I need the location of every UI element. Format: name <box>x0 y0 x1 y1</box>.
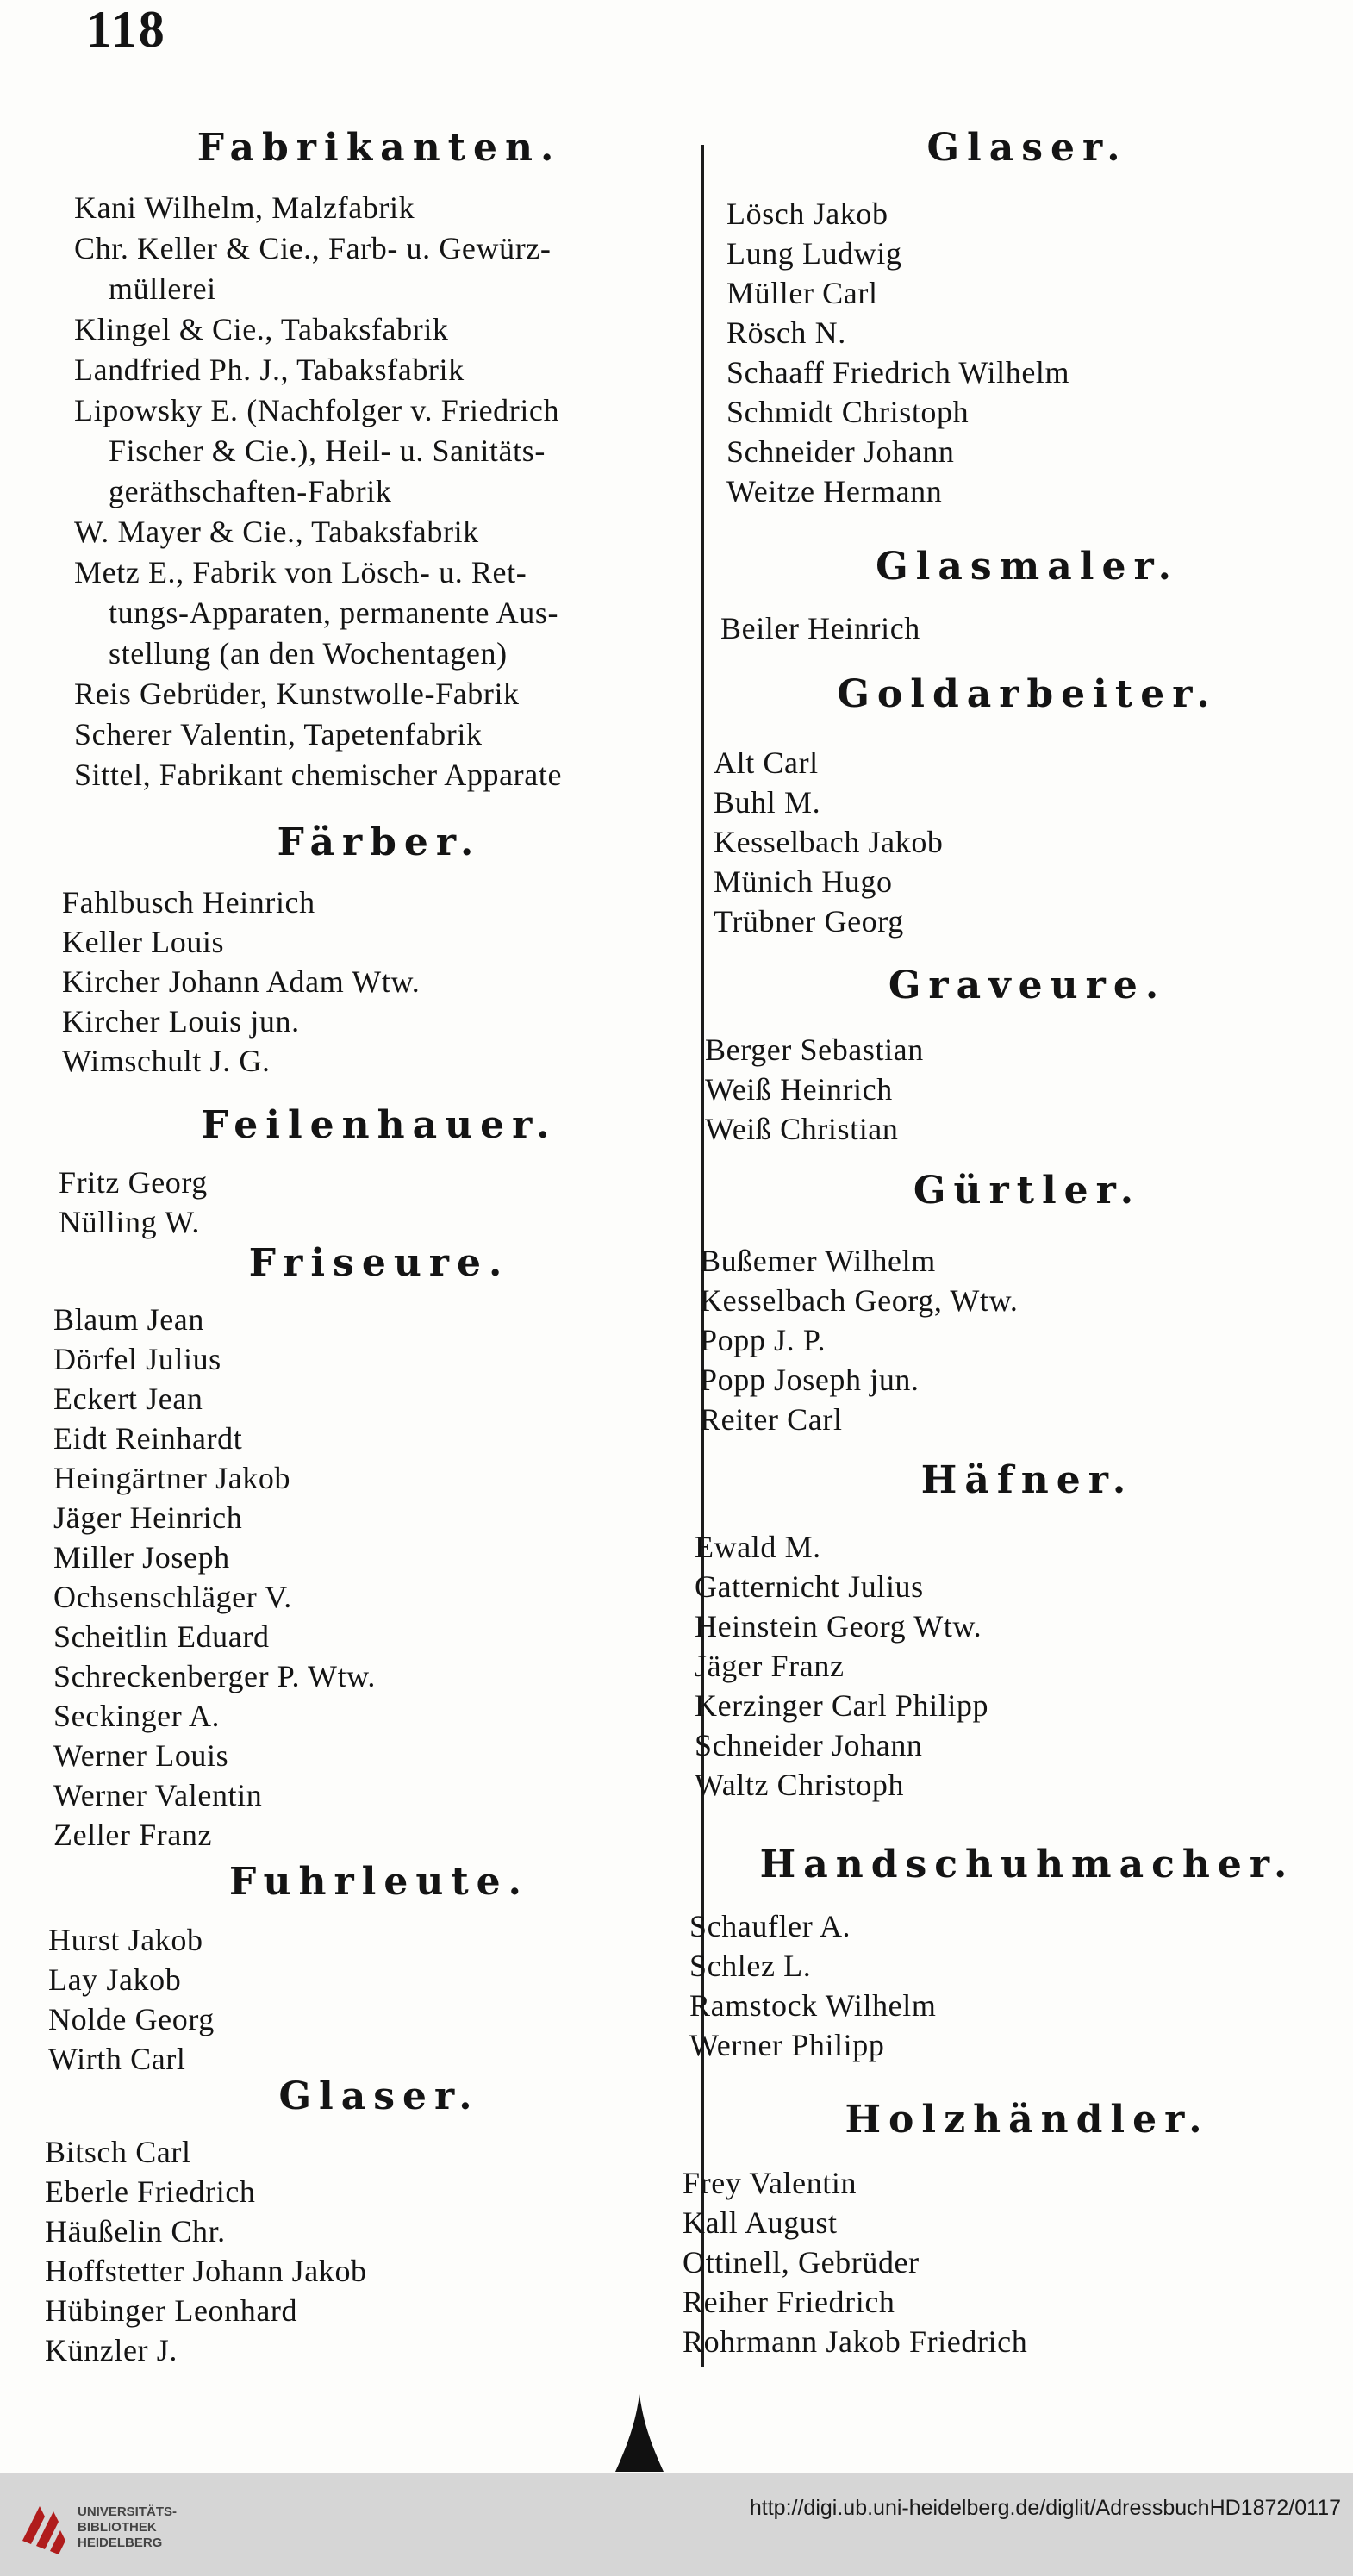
directory-entry: Metz E., Fabrik von Lösch- u. Ret- <box>74 555 527 589</box>
directory-entry: Weiß Heinrich <box>705 1072 893 1107</box>
directory-entry: Beiler Heinrich <box>720 611 920 646</box>
directory-entry: Zeller Franz <box>53 1818 213 1852</box>
directory-entry: Münich Hugo <box>714 864 893 899</box>
directory-entry: Künzler J. <box>45 2333 178 2367</box>
directory-entry: Ewald M. <box>695 1530 821 1564</box>
directory-entry: Schreckenberger P. Wtw. <box>53 1659 377 1693</box>
directory-entry: Klingel & Cie., Tabaksfabrik <box>74 312 449 346</box>
directory-entry: Keller Louis <box>62 925 225 959</box>
directory-entry: Lay Jakob <box>48 1962 182 1997</box>
directory-entry: W. Mayer & Cie., Tabaksfabrik <box>74 515 479 549</box>
directory-entry: Schaaff Friedrich Wilhelm <box>726 355 1070 390</box>
directory-entry: Schaufler A. <box>689 1909 851 1943</box>
directory-entry: Gatternicht Julius <box>695 1569 924 1604</box>
section-heading-goldarbeiter: Goldarbeiter. <box>837 672 1218 716</box>
directory-entry: Heingärtner Jakob <box>53 1461 291 1495</box>
directory-entry: Kircher Johann Adam Wtw. <box>62 964 421 999</box>
directory-entry: Eidt Reinhardt <box>53 1421 243 1456</box>
directory-entry: müllerei <box>109 271 216 306</box>
library-name-line: UNIVERSITÄTS- <box>78 2504 178 2519</box>
library-name-line: BIBLIOTHEK <box>78 2520 157 2535</box>
section-heading-fabrikanten: Fabrikanten. <box>196 126 562 170</box>
directory-entry: Schneider Johann <box>695 1728 923 1762</box>
directory-entry: Nolde Georg <box>48 2002 215 2036</box>
library-logo-icon <box>17 2491 69 2560</box>
directory-entry: Popp J. P. <box>700 1323 826 1357</box>
directory-entry: Rohrmann Jakob Friedrich <box>683 2324 1028 2359</box>
directory-entry: Reiher Friedrich <box>683 2285 895 2319</box>
printer-ornament-icon <box>614 2394 665 2472</box>
directory-entry: Kesselbach Georg, Wtw. <box>700 1283 1019 1318</box>
section-heading-friseure: Friseure. <box>248 1241 510 1285</box>
section-heading-g-rtler: Gürtler. <box>913 1169 1142 1213</box>
library-name-line: HEIDELBERG <box>78 2535 163 2550</box>
directory-entry: Trübner Georg <box>714 904 904 939</box>
directory-entry: Buhl M. <box>714 785 821 820</box>
directory-entry: Eberle Friedrich <box>45 2174 256 2209</box>
section-heading-handschuhmacher: Handschuhmacher. <box>759 1843 1295 1887</box>
directory-entry: Jäger Heinrich <box>53 1500 243 1535</box>
directory-entry: Weiß Christian <box>705 1112 899 1146</box>
directory-entry: Kesselbach Jakob <box>714 825 944 859</box>
source-url-link[interactable]: http://digi.ub.uni-heidelberg.de/diglit/AdressbuchHD1872/0117 <box>749 2496 1341 2520</box>
directory-entry: Lung Ludwig <box>726 236 902 271</box>
directory-entry: Müller Carl <box>726 276 878 310</box>
directory-entry: Lösch Jakob <box>726 196 888 231</box>
section-heading-h-fner: Häfner. <box>920 1458 1134 1502</box>
directory-entry: Reiter Carl <box>700 1402 843 1437</box>
section-heading-glasmaler: Glasmaler. <box>876 545 1179 589</box>
directory-entry: Kerzinger Carl Philipp <box>695 1688 989 1723</box>
page-number: 118 <box>86 1 166 58</box>
directory-entry: Werner Louis <box>53 1738 229 1773</box>
directory-entry: Alt Carl <box>714 745 819 780</box>
directory-entry: Scheitlin Eduard <box>53 1619 270 1654</box>
directory-entry: Blaum Jean <box>53 1302 204 1337</box>
directory-entry: Frey Valentin <box>683 2166 857 2200</box>
directory-entry: Ochsenschläger V. <box>53 1580 292 1614</box>
directory-entry: Wimschult J. G. <box>62 1044 271 1078</box>
directory-entry: Hoffstetter Johann Jakob <box>45 2254 367 2288</box>
directory-entry: Chr. Keller & Cie., Farb- u. Gewürz- <box>74 231 552 265</box>
directory-entry: Hübinger Leonhard <box>45 2293 298 2328</box>
directory-entry: Heinstein Georg Wtw. <box>695 1609 982 1644</box>
directory-entry: Scherer Valentin, Tapetenfabrik <box>74 717 483 752</box>
directory-entry: geräthschaften-Fabrik <box>109 474 392 508</box>
directory-entry: Werner Valentin <box>53 1778 263 1812</box>
directory-entry: Wirth Carl <box>48 2042 186 2076</box>
directory-entry: Sittel, Fabrikant chemischer Apparate <box>74 758 563 792</box>
directory-entry: Reis Gebrüder, Kunstwolle-Fabrik <box>74 677 520 711</box>
directory-entry: Kall August <box>683 2205 838 2240</box>
directory-entry: Jäger Franz <box>695 1649 845 1683</box>
directory-entry: Schmidt Christoph <box>726 395 970 429</box>
directory-entry: Schlez L. <box>689 1949 812 1983</box>
directory-entry: Ramstock Wilhelm <box>689 1988 937 2023</box>
section-heading-f-rber: Färber. <box>277 820 482 864</box>
directory-entry: Häußelin Chr. <box>45 2214 226 2249</box>
directory-entry: tungs-Apparaten, permanente Aus- <box>109 596 559 630</box>
directory-entry: Dörfel Julius <box>53 1342 221 1376</box>
directory-entry: Kani Wilhelm, Malzfabrik <box>74 190 415 225</box>
directory-entry: Bitsch Carl <box>45 2135 191 2169</box>
directory-entry: Fahlbusch Heinrich <box>62 885 315 920</box>
directory-entry: Nülling W. <box>59 1205 201 1239</box>
section-heading-graveure: Graveure. <box>888 964 1167 1007</box>
section-heading-fuhrleute: Fuhrleute. <box>229 1860 529 1904</box>
directory-entry: Rösch N. <box>726 315 846 350</box>
directory-entry: Popp Joseph jun. <box>700 1363 920 1397</box>
directory-entry: Lipowsky E. (Nachfolger v. Friedrich <box>74 393 560 427</box>
directory-entry: Bußemer Wilhelm <box>700 1244 936 1278</box>
directory-entry: Ottinell, Gebrüder <box>683 2245 920 2280</box>
directory-entry: Schneider Johann <box>726 434 955 469</box>
directory-entry: Eckert Jean <box>53 1382 203 1416</box>
section-heading-feilenhauer: Feilenhauer. <box>201 1103 558 1147</box>
directory-entry: Kircher Louis jun. <box>62 1004 300 1039</box>
directory-entry: Fritz Georg <box>59 1165 208 1200</box>
footer-bar <box>0 2473 1353 2576</box>
directory-entry: Berger Sebastian <box>705 1032 924 1067</box>
directory-entry: Waltz Christoph <box>695 1768 905 1802</box>
section-heading-glaser: Glaser. <box>926 126 1128 170</box>
directory-entry: Miller Joseph <box>53 1540 230 1575</box>
directory-entry: Fischer & Cie.), Heil- u. Sanitäts- <box>109 433 546 468</box>
directory-entry: Landfried Ph. J., Tabaksfabrik <box>74 352 465 387</box>
directory-entry: Hurst Jakob <box>48 1923 203 1957</box>
directory-entry: Seckinger A. <box>53 1699 221 1733</box>
section-heading-glaser: Glaser. <box>278 2074 480 2118</box>
directory-entry: Weitze Hermann <box>726 474 943 508</box>
directory-entry: stellung (an den Wochentagen) <box>109 636 508 671</box>
library-name <box>78 2504 177 2551</box>
section-heading-holzh-ndler: Holzhändler. <box>845 2098 1210 2142</box>
directory-entry: Werner Philipp <box>689 2028 885 2062</box>
